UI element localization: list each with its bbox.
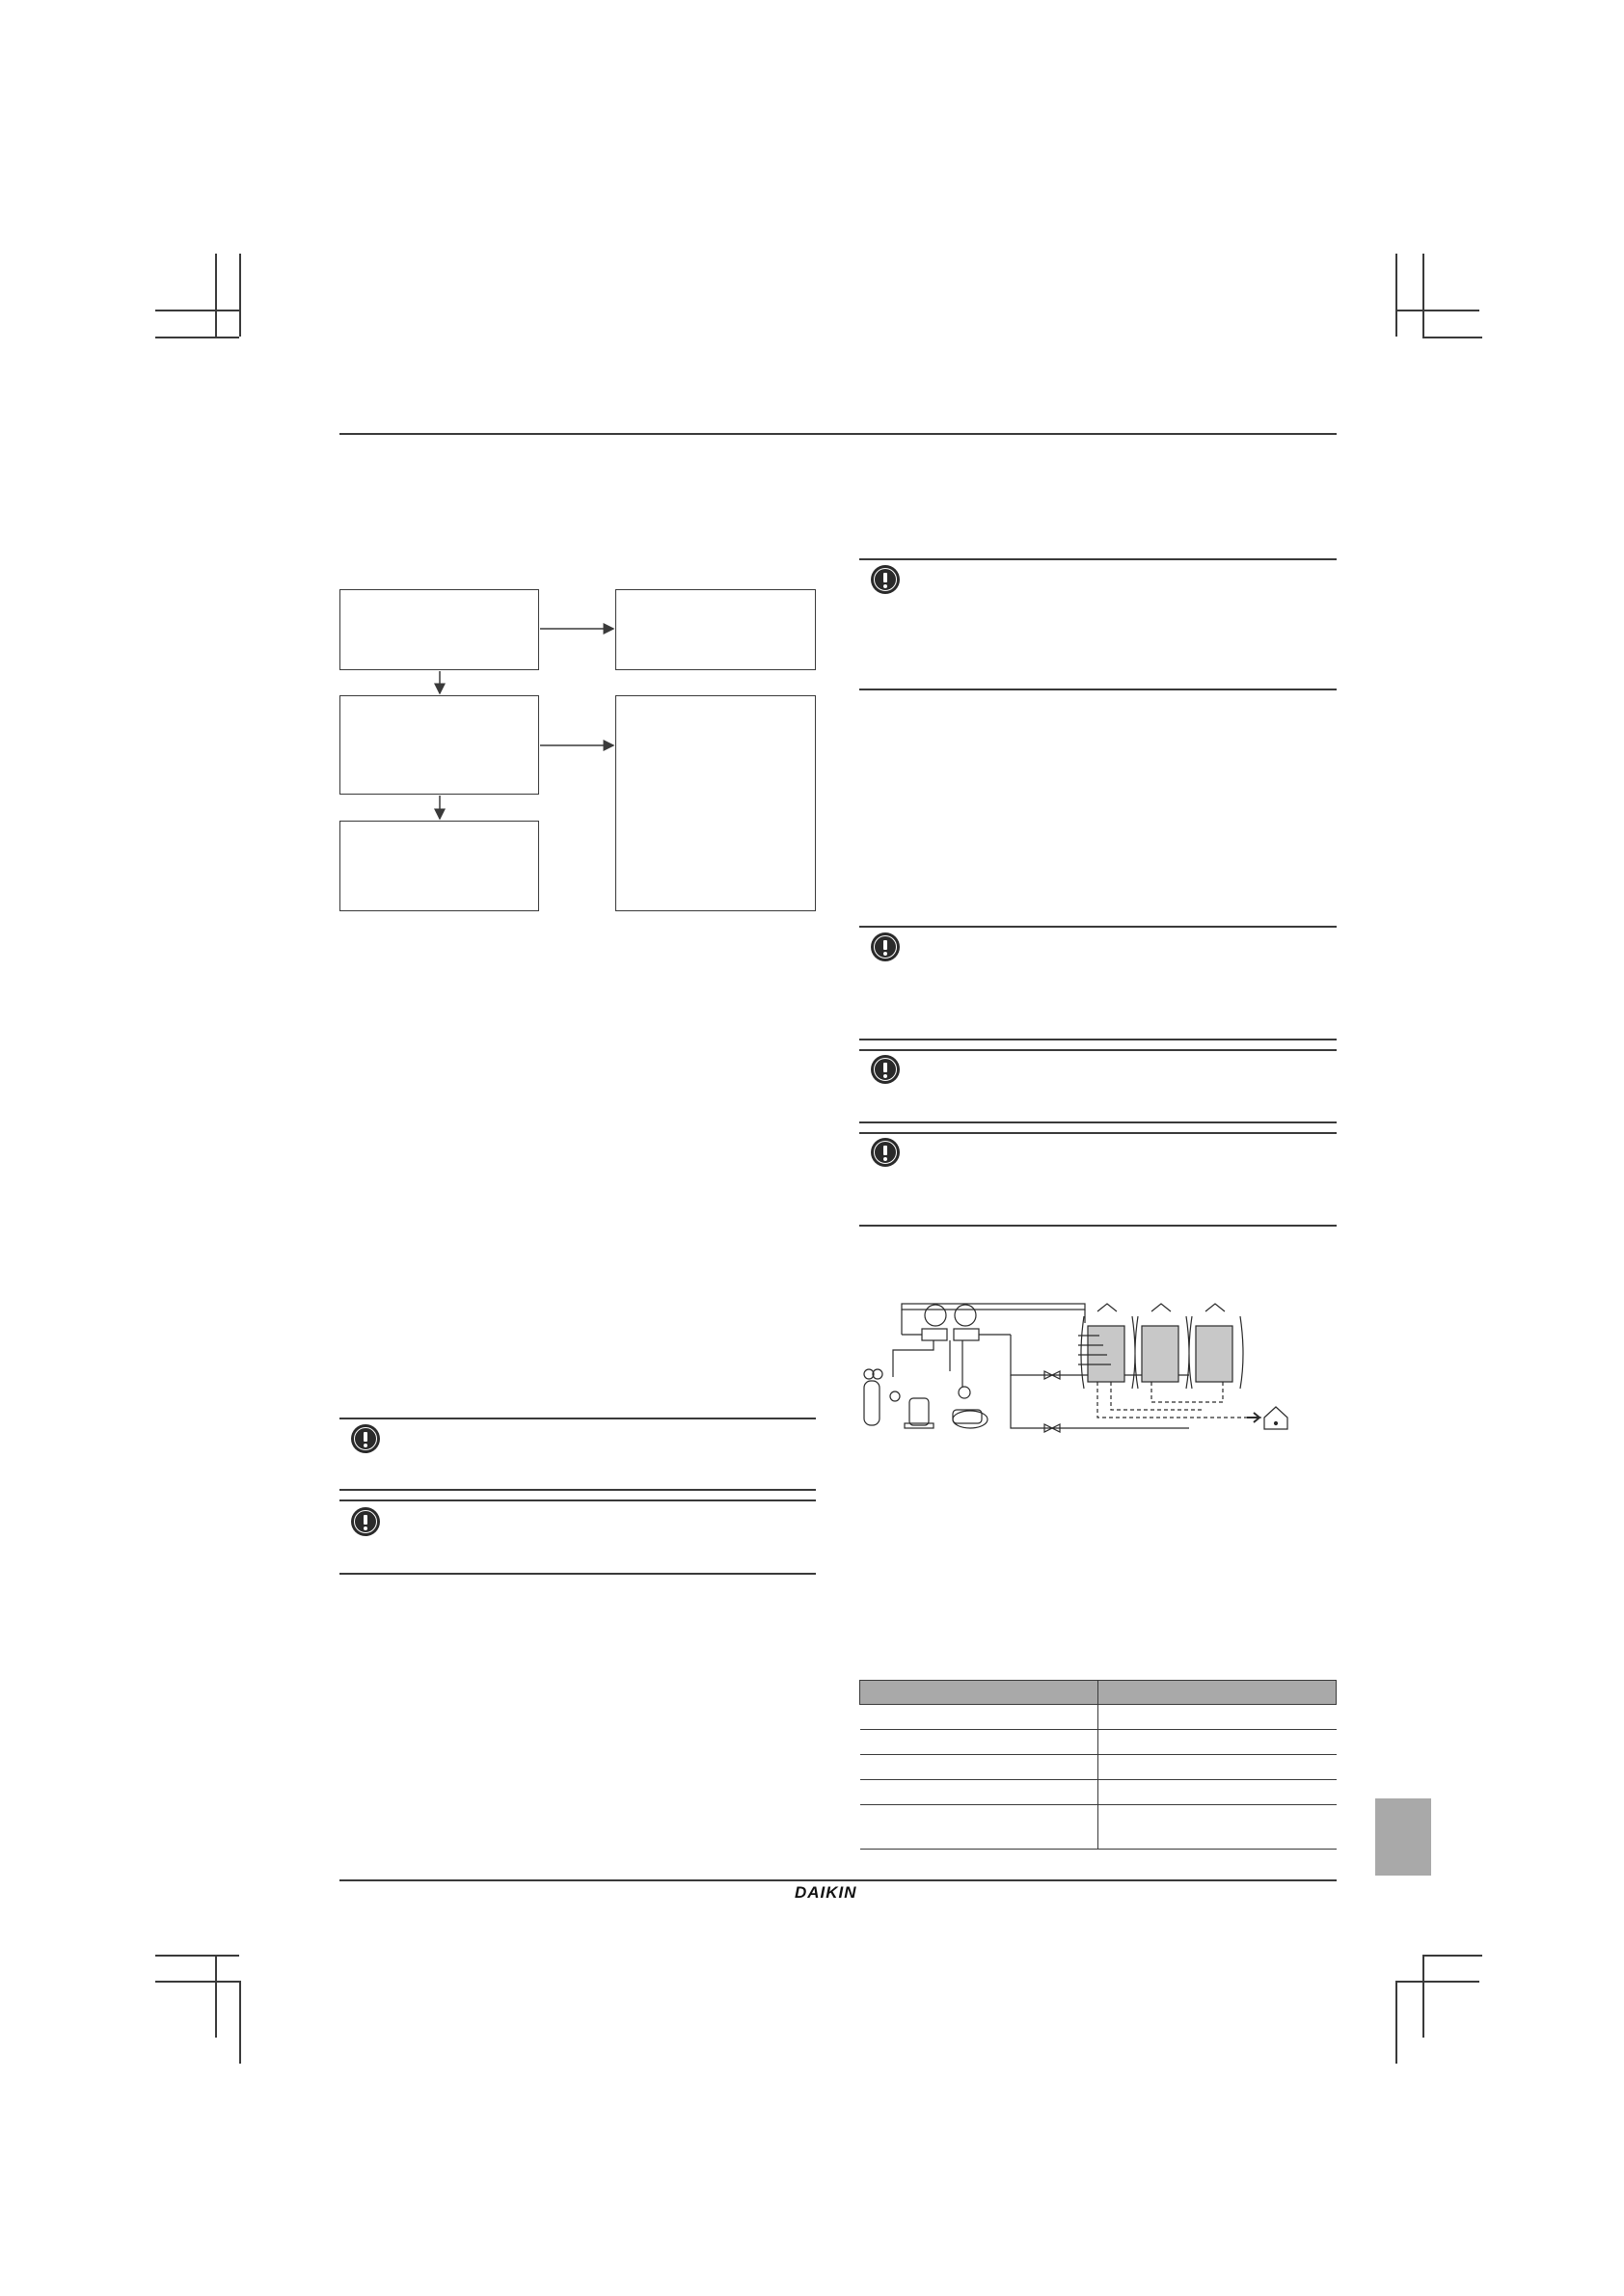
exclamation-circle-icon: [871, 932, 900, 961]
header-rule: [339, 433, 1337, 435]
flowchart-arrows: [339, 579, 822, 926]
table-row: [860, 1805, 1337, 1850]
section-tab-marker: [1375, 1798, 1431, 1876]
spec-table-header-row: [860, 1681, 1337, 1705]
table-row: [860, 1705, 1337, 1730]
refrigerant-piping-diagram: [856, 1292, 1310, 1437]
table-row: [860, 1730, 1337, 1755]
exclamation-circle-icon: [351, 1424, 380, 1453]
exclamation-circle-icon: [871, 565, 900, 594]
exclamation-circle-icon: [871, 1138, 900, 1167]
house-icon: [1264, 1407, 1287, 1429]
pressure-gauge-icon: [955, 1305, 976, 1326]
spec-table: [859, 1680, 1337, 1850]
footer-rule: [339, 1879, 1337, 1881]
table-row: [860, 1755, 1337, 1780]
daikin-logo: DAIKIN: [795, 1883, 857, 1902]
pressure-gauge-icon: [925, 1305, 946, 1326]
table-row: [860, 1780, 1337, 1805]
nitrogen-cylinder-icon: [864, 1381, 880, 1425]
spec-table-header-2: [1098, 1681, 1337, 1705]
spec-table-header-1: [860, 1681, 1098, 1705]
exclamation-circle-icon: [871, 1055, 900, 1084]
exclamation-circle-icon: [351, 1507, 380, 1536]
